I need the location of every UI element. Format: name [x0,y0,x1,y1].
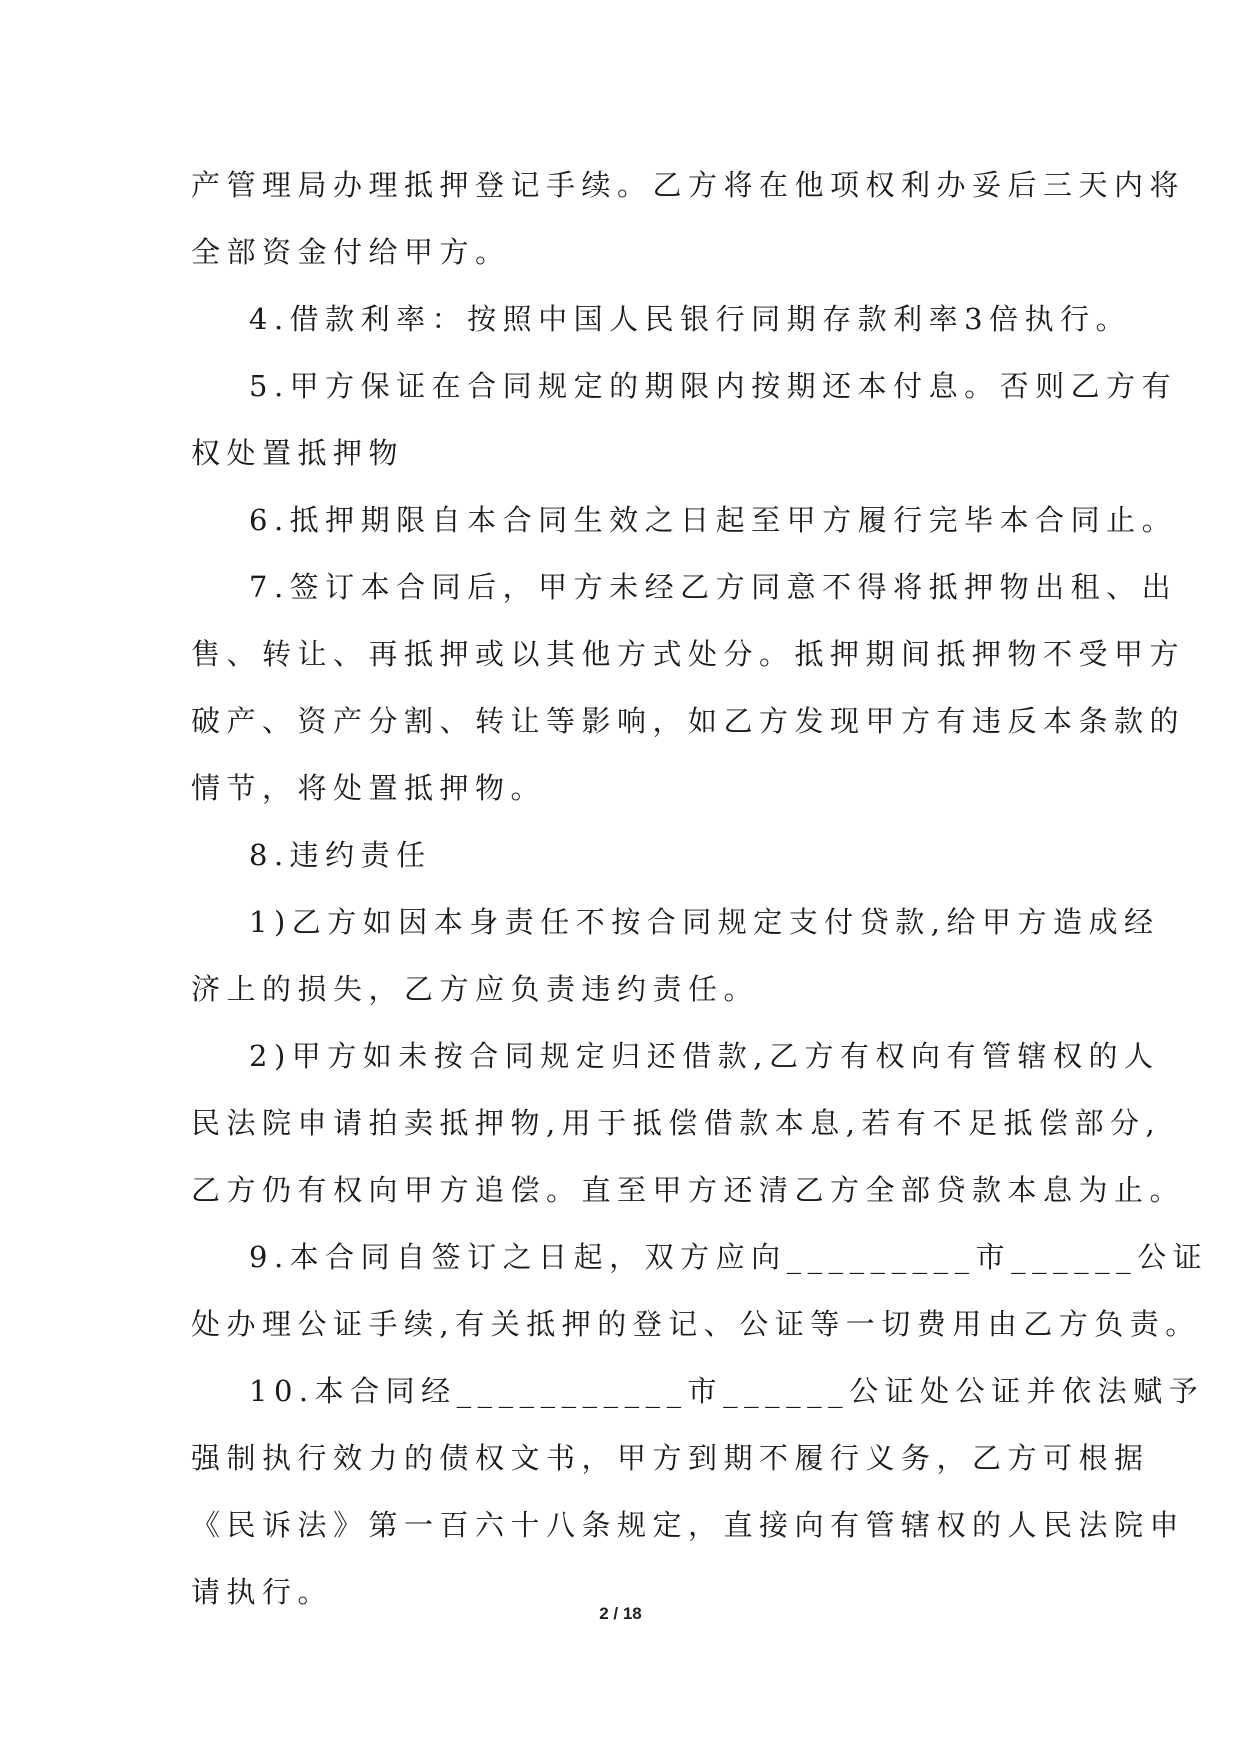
text-line: 8.违约责任 [249,838,432,872]
text-line: 9.本合同自签订之日起，双方应向_________市______公证 [249,1240,1209,1274]
page-number: 2 / 18 [599,1604,642,1623]
text-line: 《民诉法》第一百六十八条规定，直接向有管辖权的人民法院申 [191,1508,1186,1542]
text-line: 请执行。 [191,1575,334,1609]
text-line: 6.抵押期限自本合同生效之日起至甲方履行完毕本合同止。 [249,503,1178,537]
text-line: 情节，将处置抵押物。 [191,771,547,805]
text-line: 4.借款利率：按照中国人民银行同期存款利率3倍执行。 [249,302,1132,336]
text-line: 产管理局办理抵押登记手续。乙方将在他项权利办妥后三天内将 [191,168,1186,202]
text-line: 2)甲方如未按合同规定归还借款,乙方有权向有管辖权的人 [249,1039,1160,1073]
text-line: 处办理公证手续,有关抵押的登记、公证等一切费用由乙方负责。 [191,1307,1201,1341]
text-line: 乙方仍有权向甲方追偿。直至甲方还清乙方全部贷款本息为止。 [191,1173,1186,1207]
text-line: 10.本合同经___________市______公证处公证并依法赋予 [249,1374,1205,1408]
text-line: 强制执行效力的债权文书，甲方到期不履行义务，乙方可根据 [191,1441,1150,1475]
text-line: 破产、资产分割、转让等影响，如乙方发现甲方有违反本条款的 [191,704,1186,738]
text-line: 济上的损失，乙方应负责违约责任。 [191,972,760,1006]
text-line: 民法院申请拍卖抵押物,用于抵偿借款本息,若有不足抵偿部分, [191,1106,1162,1140]
text-line: 售、转让、再抵押或以其他方式处分。抵押期间抵押物不受甲方 [191,637,1186,671]
text-line: 1)乙方如因本身责任不按合同规定支付贷款,给甲方造成经 [249,905,1160,939]
text-line: 权处置抵押物 [191,436,405,470]
text-line: 全部资金付给甲方。 [191,235,511,269]
contract-body-text [191,152,1209,1626]
text-line: 5.甲方保证在合同规定的期限内按期还本付息。否则乙方有 [249,369,1178,403]
text-line: 7.签订本合同后，甲方未经乙方同意不得将抵押物出租、出 [249,570,1178,604]
